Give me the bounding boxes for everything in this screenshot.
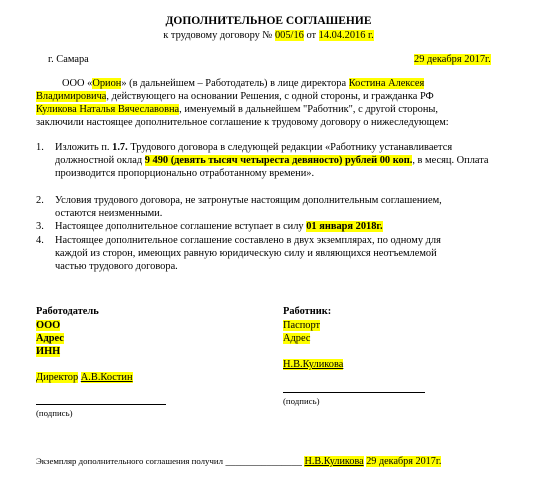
item-1-line-1 bbox=[55, 142, 452, 153]
preamble-text: , именуемый в дальнейшем "Работник", с другой стороны, bbox=[179, 104, 438, 115]
item-1-line-2 bbox=[55, 155, 489, 166]
item-4-line-2: каждой из сторон, имеющих равную юридическую силу и являющихся неотъемлемой bbox=[55, 248, 437, 259]
item-1-line-3: производится пропорционально отработанному времени». bbox=[55, 168, 315, 179]
item-text: Настоящее дополнительное соглашение вступает в силу bbox=[55, 221, 304, 232]
preamble-line-2 bbox=[36, 91, 434, 102]
receipt-date: 29 декабря 2017г. bbox=[366, 456, 442, 467]
preamble-line-1 bbox=[62, 78, 424, 89]
item-text: Изложить п. bbox=[55, 142, 110, 153]
employee-signature-line bbox=[283, 392, 425, 393]
receipt-text: Экземпляр дополнительного соглашения получил bbox=[36, 456, 223, 466]
salary-amount: 9 490 (девять тысяч четыреста девяносто) рублей 00 коп. bbox=[144, 155, 413, 166]
receipt-signature-blank: _______________ bbox=[225, 456, 302, 467]
item-3-number: 3. bbox=[36, 221, 44, 232]
receipt-line bbox=[36, 456, 441, 467]
preamble-line-4: заключили настоящее дополнительное соглашение к трудовому договору о нижеследующем: bbox=[36, 117, 449, 128]
director-name: Костина Алексея bbox=[348, 78, 425, 89]
director-name: Владимировича bbox=[36, 91, 107, 102]
item-2-line-1: Условия трудового договора, не затронутые настоящим дополнительным соглашением, bbox=[55, 195, 442, 206]
preamble-text: , действующего на основании Решения, с одной стороны, и гражданка РФ bbox=[106, 91, 434, 102]
item-2-number: 2. bbox=[36, 195, 44, 206]
item-4-line-3: частью трудового договора. bbox=[55, 261, 178, 272]
item-text: , в месяц. Оплата bbox=[412, 155, 489, 166]
signer-name: А.В.Костин bbox=[80, 372, 133, 383]
employer-inn: ИНН bbox=[36, 346, 61, 357]
employer-heading: Работодатель bbox=[36, 306, 99, 317]
document-date: 29 декабря 2017г. bbox=[414, 54, 491, 65]
employee-address: Адрес bbox=[283, 333, 311, 344]
employee-passport: Паспорт bbox=[283, 320, 321, 331]
item-2-line-2: остаются неизменными. bbox=[55, 208, 163, 219]
item-4-line-1: Настоящее дополнительное соглашение составлено в двух экземплярах, по одному для bbox=[55, 235, 441, 246]
item-4-number: 4. bbox=[36, 235, 44, 246]
preamble-text: » (в дальнейшем – Работодатель) в лице директора bbox=[121, 78, 347, 89]
preamble-text: ООО « bbox=[62, 78, 93, 89]
employee-name-signature: Н.В.Куликова bbox=[283, 359, 344, 370]
employee-heading: Работник: bbox=[283, 306, 332, 317]
effective-date: 01 января 2018г. bbox=[306, 221, 383, 232]
employer-address: Адрес bbox=[36, 333, 64, 344]
preamble-line-3 bbox=[36, 104, 438, 115]
item-1-number: 1. bbox=[36, 142, 44, 153]
employer-signature-line bbox=[36, 404, 166, 405]
employer-org: ООО bbox=[36, 320, 61, 331]
city: г. Самара bbox=[48, 54, 89, 65]
contract-number: 005/16 bbox=[274, 30, 304, 41]
receipt-name: Н.В.Куликова bbox=[304, 456, 364, 467]
subtitle-mid: от bbox=[306, 30, 317, 41]
employee-name: Куликова Наталья Вячеславовна bbox=[36, 104, 180, 115]
employee-signature-caption: (подпись) bbox=[283, 396, 320, 406]
document-subtitle bbox=[0, 30, 537, 41]
item-text: Трудового договора в следующей редакции «Работнику устанавливается bbox=[130, 142, 453, 153]
contract-date: 14.04.2016 г. bbox=[318, 30, 374, 41]
employer-signer bbox=[36, 372, 133, 383]
item-3-line-1 bbox=[55, 221, 383, 232]
signer-position: Директор bbox=[36, 372, 79, 383]
item-text: должностной оклад bbox=[55, 155, 143, 166]
organization-name: Орион bbox=[92, 78, 122, 89]
document-title: ДОПОЛНИТЕЛЬНОЕ СОГЛАШЕНИЕ bbox=[165, 15, 372, 27]
item-clause-ref: 1.7. bbox=[112, 142, 128, 153]
subtitle-prefix: к трудовому договору № bbox=[163, 30, 273, 41]
employer-signature-caption: (подпись) bbox=[36, 408, 73, 418]
